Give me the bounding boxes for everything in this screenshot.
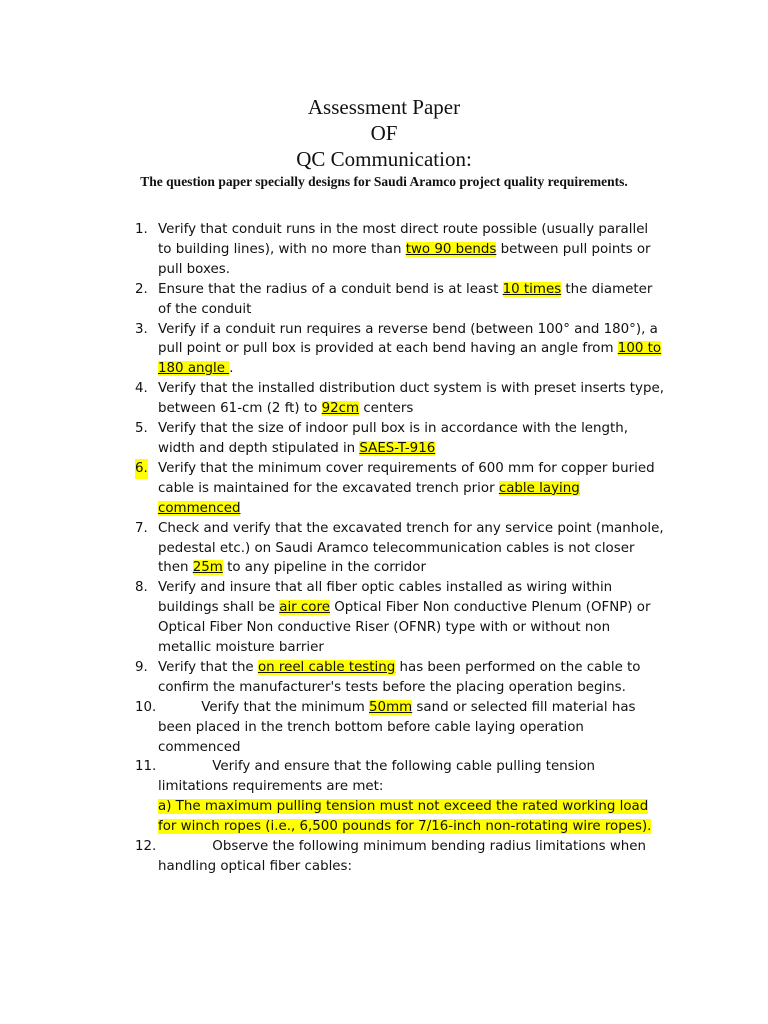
title-line-2: OF (370, 121, 398, 145)
highlighted-text: 25m (192, 560, 223, 576)
highlighted-text: air core (279, 600, 330, 616)
document-subtitle: The question paper specially designs for Saudi Aramco project quality requirements. (140, 174, 628, 189)
item-text: Verify that the minimum (201, 699, 370, 715)
highlighted-text: two 90 bends (405, 241, 497, 257)
list-item (135, 419, 665, 459)
highlighted-text: 100 to 180 angle (158, 341, 662, 377)
item-number: 2. (135, 281, 148, 297)
list-item (135, 459, 665, 519)
item-text: between pull points or pull boxes. (158, 241, 651, 277)
list-item (135, 578, 665, 658)
item-number: 3. (135, 321, 148, 337)
title-line-1: Assessment Paper (307, 95, 461, 119)
item-text: Verify that the size of indoor pull box is in accordance with the length, width and depth stipulated in (158, 421, 629, 456)
item-number: 6. (135, 459, 148, 479)
document-title (0, 94, 768, 172)
item-text: Check and verify that the excavated trench for any service point (manhole, pedestal etc.) on Saudi Aramco telecommunication cables is not closer then (158, 520, 664, 576)
item-text: the diameter of the conduit (158, 281, 653, 317)
item-text: Ensure that the radius of a conduit bend is at least (158, 281, 503, 297)
question-list (135, 220, 665, 877)
item-number: 9. (135, 659, 148, 675)
highlighted-text: a) The maximum pulling tension must not exceed the rated working load for winch ropes (i.e., 6,500 pounds for 7/16-inch non-rotating wire ropes). (158, 799, 652, 835)
item-text: centers (359, 401, 414, 417)
item-text-line: Observe the following minimum bending radius limitations when (212, 839, 647, 855)
item-text: Verify that conduit runs in the most direct route possible (usually parallel to building lines), with no more than (158, 222, 649, 257)
item-text: to any pipeline in the corridor (222, 560, 426, 576)
item-number: 5. (135, 421, 148, 437)
list-item (135, 698, 665, 758)
item-number: 7. (135, 520, 148, 536)
list-item (135, 658, 665, 698)
item-number: 11. (135, 759, 157, 775)
list-item (135, 757, 665, 837)
item-text: Verify that the minimum cover requirements of 600 mm for copper buried cable is maintained for the excavated trench prior (158, 460, 655, 496)
item-text-wrap: handling optical fiber cables: (158, 859, 353, 874)
list-item (135, 280, 665, 320)
item-text: Verify that the (158, 659, 258, 675)
item-number: 12. (135, 839, 157, 855)
item-text: Verify and insure that all fiber optic cables installed as wiring within buildings shall be (158, 580, 613, 616)
item-text-line: Verify and ensure that the following cable pulling tension (212, 759, 596, 775)
sub-requirement (135, 797, 665, 837)
item-text-wrap: been placed in the trench bottom before cable laying operation commenced (158, 719, 584, 755)
list-item (135, 837, 665, 877)
item-text: Verify that the installed distribution duct system is with preset inserts type, between 61-cm (2 ft) to (158, 381, 664, 417)
item-text: Verify if a conduit run requires a reverse bend (between 100° and 180°), a pull point or pull box is provided at each bend having an angle from (158, 321, 658, 357)
highlighted-text: on reel cable testing (257, 659, 396, 675)
list-item (135, 220, 665, 280)
list-item (135, 320, 665, 380)
highlighted-text: SAES-T-916 (359, 440, 436, 456)
item-number: 4. (135, 381, 148, 397)
list-item (135, 379, 665, 419)
item-text-continued: sand or selected fill material has (412, 699, 636, 715)
list-item (135, 519, 665, 579)
item-number: 10. (135, 699, 157, 715)
highlighted-text: 50mm (369, 699, 413, 715)
item-text: has been performed on the cable to confirm the manufacturer's tests before the placing operation begins. (158, 659, 641, 695)
item-text: . (229, 361, 234, 377)
item-text: Optical Fiber Non conductive Plenum (OFNP) or Optical Fiber Non conductive Riser (OFNR) type with or without non metallic moisture barrier (158, 600, 651, 656)
title-line-3: QC Communication: (296, 147, 472, 171)
highlighted-text: cable laying commenced (158, 480, 580, 516)
highlighted-text: 10 times (502, 281, 562, 297)
highlighted-text: 92cm (321, 401, 360, 417)
item-number: 8. (135, 580, 148, 596)
item-number: 1. (135, 222, 148, 237)
item-text-wrap: limitations requirements are met: (158, 779, 384, 795)
